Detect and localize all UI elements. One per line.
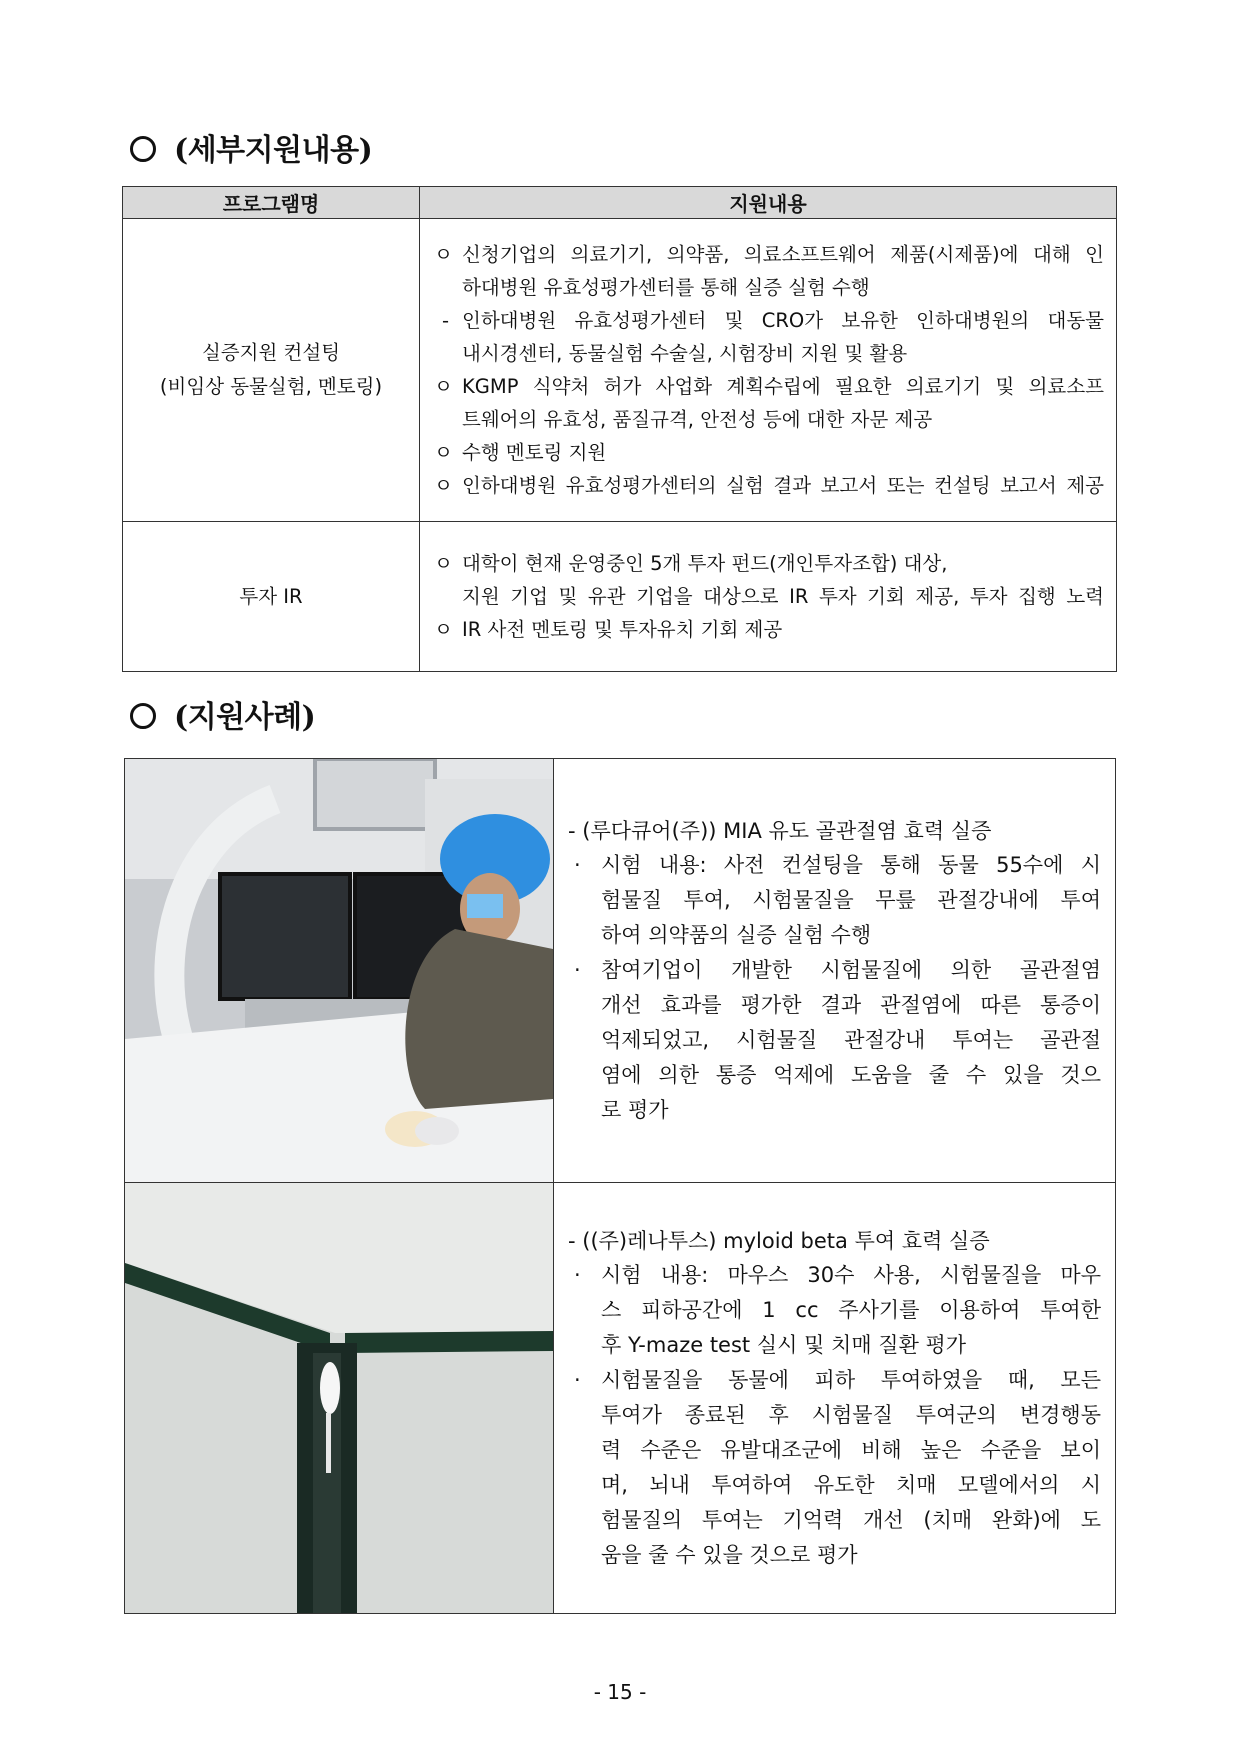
program-name-cell: [123, 219, 420, 522]
content-line: ㅇ 수행 멘토링 지원: [432, 436, 1104, 469]
circle-marker: ㅇ: [434, 441, 453, 464]
case-row: [125, 759, 1115, 1183]
content-line: 트웨어의 유효성, 품질규격, 안전성 등에 대한 자문 제공: [462, 408, 933, 431]
case-description: [554, 759, 1115, 1182]
case-row: [125, 1183, 1115, 1613]
header-content: 지원내용: [420, 187, 1117, 219]
content-line: 내시경센터, 동물실험 수술실, 시험장비 지원 및 활용: [462, 342, 908, 365]
y-maze-photo: [125, 1183, 554, 1613]
content-line: ㅇ 대학이 현재 운영중인 5개 투자 펀드(개인투자조합) 대상,: [432, 547, 1104, 580]
content-line: ㅇ IR 사전 멘토링 및 투자유치 기회 제공: [432, 613, 1104, 646]
case-item: · 시험 내용: 마우스 30수 사용, 시험물질을 마우 스 피하공간에 1 cc 주사기를 이용하여 투여한 후 Y-maze test 실시 및 치매 질환 평가: [568, 1258, 1101, 1363]
y-maze-illustration: [125, 1183, 553, 1613]
circle-marker: ㅇ: [434, 474, 453, 497]
content-line: ㅇ 신청기업의 의료기기, 의약품, 의료소프트웨어 제품(시제품)에 대해 인: [432, 238, 1104, 271]
case-description: [554, 1183, 1115, 1613]
circle-marker: ㅇ: [434, 618, 453, 641]
content-line: ㅇ KGMP 식약처 허가 사업화 계획수립에 필요한 의료기기 및 의료소프: [432, 370, 1104, 403]
case-title: - ((주)레나투스) myloid beta 투여 효력 실증: [568, 1228, 990, 1253]
content-line: 하대병원 유효성평가센터를 통해 실증 실험 수행: [462, 276, 870, 299]
section-title: (지원사례): [174, 700, 316, 735]
case-item: · 시험 내용: 사전 컨설팅을 통해 동물 55수에 시 험물질 투여, 시험물질을 무릎 관절강내에 투여 하여 의약품의 실증 실험 수행: [568, 848, 1101, 953]
header-program: 프로그램명: [123, 187, 420, 219]
program-name-cell: [123, 522, 420, 672]
circle-marker: ㅇ: [434, 375, 453, 398]
dot-marker: ·: [574, 957, 581, 982]
section-heading-detail: [130, 125, 372, 169]
dot-marker: ·: [574, 1367, 581, 1392]
table-row: [123, 522, 1117, 672]
circle-bullet-icon: [130, 136, 156, 162]
section-title: (세부지원내용): [174, 133, 373, 168]
case-title: - (루다큐어(주)) MIA 유도 골관절염 효력 실증: [568, 818, 992, 843]
page-number: - 15 -: [593, 1680, 647, 1704]
program-name-line: 투자 IR: [239, 584, 303, 608]
program-name-line: 실증지원 컨설팅: [201, 341, 341, 364]
lab-photo-illustration: [125, 759, 553, 1182]
dash-marker: -: [442, 309, 450, 332]
circle-bullet-icon: [130, 703, 156, 729]
circle-marker: ㅇ: [434, 552, 453, 575]
case-item: · 참여기업이 개발한 시험물질에 의한 골관절염 개선 효과를 평가한 결과 관절염에 따른 통증이 억제되었고, 시험물질 관절강내 투여는 골관절 염에 의한 통증 억제에 도움을 줄 수 있을 것으 로 평가: [568, 953, 1101, 1128]
case-table: [124, 758, 1116, 1614]
content-line: ㅇ 인하대병원 유효성평가센터의 실험 결과 보고서 또는 컨설팅 보고서 제공: [432, 469, 1104, 502]
lab-researcher-photo: [125, 759, 554, 1182]
program-name-line: (비임상 동물실험, 멘토링): [159, 375, 383, 398]
table-header-row: [123, 187, 1117, 219]
content-line: - 인하대병원 유효성평가센터 및 CRO가 보유한 인하대병원의 대동물: [432, 304, 1104, 337]
dot-marker: ·: [574, 852, 581, 877]
support-table: [122, 186, 1117, 672]
content-line: 지원 기업 및 유관 기업을 대상으로 IR 투자 기회 제공, 투자 집행 노력: [462, 585, 1104, 608]
dot-marker: ·: [574, 1262, 581, 1287]
circle-marker: ㅇ: [434, 243, 453, 266]
section-heading-cases: [130, 692, 315, 736]
support-content-cell: [420, 219, 1117, 522]
support-content-cell: [420, 522, 1117, 672]
case-item: · 시험물질을 동물에 피하 투여하였을 때, 모든 투여가 종료된 후 시험물질 투여군의 변경행동 력 수준은 유발대조군에 비해 높은 수준을 보이 며, 뇌내 투여하여 유도한 치매 모델에서의 시 험물질의 투여는 기억력 개선 (치매 완화)에 도 움을 줄 수 있을 것으로 평가: [568, 1363, 1101, 1573]
table-row: [123, 219, 1117, 522]
